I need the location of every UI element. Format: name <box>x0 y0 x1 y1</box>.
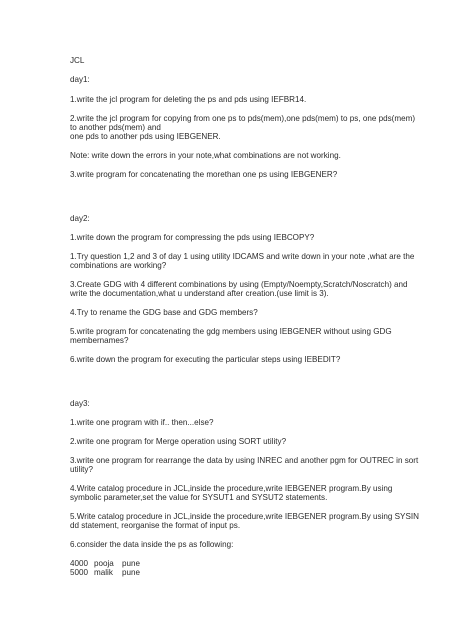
day3-item-4-line-1: 4.Write catalog procedure in JCL,inside the procedure,write IEBGENER program.By using <box>70 484 393 493</box>
day2-item-3-line-1: 3.Create GDG with 4 different combinations by using (Empty/Noempty,Scratch/Noscratch) and <box>70 280 408 289</box>
data-row-id: 5000 <box>70 568 89 577</box>
day2-item-1: 1.write down the program for compressing the pds using IEBCOPY? <box>70 233 315 242</box>
day1-item-1: 1.write the jcl program for deleting the ps and pds using IEFBR14. <box>70 95 307 104</box>
day3-item-5-line-2: dd statement, reorganise the format of input ps. <box>70 521 241 530</box>
day2-item-2-line-2: combinations are working? <box>70 261 167 270</box>
data-row-name: pooja <box>94 559 114 568</box>
data-row-city: pune <box>122 559 141 568</box>
data-row-city: pune <box>122 568 141 577</box>
document-title: JCL <box>70 56 85 65</box>
day2-item-2-line-1: 1.Try question 1,2 and 3 of day 1 using utility IDCAMS and write down in your note ,what are the <box>70 252 415 261</box>
day1-note: Note: write down the errors in your note,what combinations are not working. <box>70 151 341 160</box>
day3-item-4-line-2: symbolic parameter,set the value for SYSUT1 and SYSUT2 statements. <box>70 493 328 502</box>
day2-item-5-line-2: membernames? <box>70 336 129 345</box>
day3-item-3-line-1: 3.write one program for rearrange the data by using INREC and another pgm for OUTREC in sort <box>70 456 419 465</box>
data-row-name: malik <box>94 568 113 577</box>
data-row-id: 4000 <box>70 559 89 568</box>
day2-item-3-line-2: write the documentation,what u understand after creation.(use limit is 3). <box>70 289 329 298</box>
day3-item-5-line-1: 5.Write catalog procedure in JCL,inside the procedure,write IEBGENER program.By using SYSIN <box>70 512 419 521</box>
day3-item-3-line-2: utility? <box>70 465 93 474</box>
day3-heading: day3: <box>70 399 90 408</box>
day1-item-2-line-2: to another pds(mem) and <box>70 123 161 132</box>
day2-item-4: 4.Try to rename the GDG base and GDG members? <box>70 308 258 317</box>
day3-item-2: 2.write one program for Merge operation using SORT utility? <box>70 437 287 446</box>
day3-item-6: 6.consider the data inside the ps as following: <box>70 540 234 549</box>
day1-item-3: 3.write program for concatenating the morethan one ps using IEBGENER? <box>70 170 338 179</box>
day2-item-6: 6.write down the program for executing the particular steps using IEBEDIT? <box>70 355 341 364</box>
day3-item-1: 1.write one program with if.. then...else? <box>70 418 214 427</box>
day1-heading: day1: <box>70 75 90 84</box>
day2-heading: day2: <box>70 214 90 223</box>
day1-item-2-line-3: one pds to another pds using IEBGENER. <box>70 132 221 141</box>
day1-item-2-line-1: 2.write the jcl program for copying from one ps to pds(mem),one pds(mem) to ps, one pds(mem) <box>70 114 416 123</box>
day2-item-5-line-1: 5.write program for concatenating the gdg members using IEBGENER without using GDG <box>70 327 392 336</box>
